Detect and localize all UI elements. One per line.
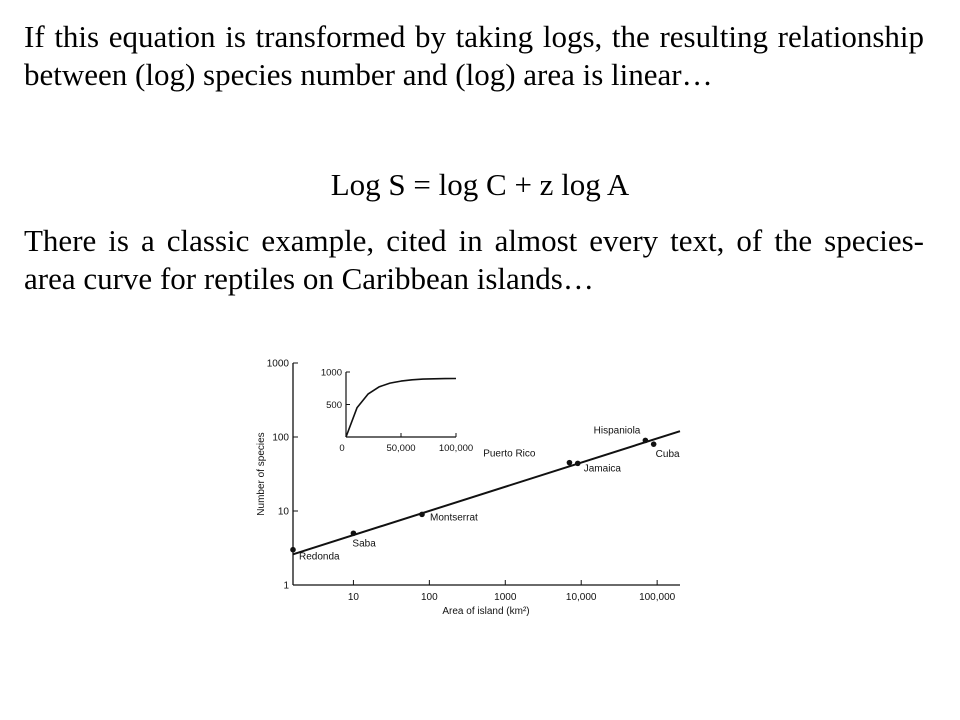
equation: Log S = log C + z log A [330,167,630,202]
y-tick-label: 1000 [266,358,289,370]
x-tick-label: 1000 [494,592,517,603]
data-point [567,460,573,466]
data-point [651,441,657,447]
inset-x-tick-label: 100,000 [438,443,474,454]
x-axis-label: Area of island (km²) [442,606,530,617]
data-point [419,512,425,518]
data-point [643,438,649,444]
point-label: Redonda [299,551,340,563]
y-tick-label: 1 [283,580,289,592]
point-label: Saba [352,538,376,550]
data-point [575,461,581,467]
inset-y-tick-label: 500 [326,400,342,411]
inset-x-tick-label: 50,000 [386,443,416,454]
point-label: Puerto Rico [483,448,536,460]
paragraph-log-transform: If this equation is transformed by taking logs, the resulting relationship between (log) species number and (log) area is linear… [24,19,924,92]
paragraph-classic-example: There is a classic example, cited in almost every text, of the species-area curve for reptiles on Caribbean islands… [24,223,924,296]
inset-x-tick-label: 0 [339,443,345,454]
point-label: Montserrat [430,512,478,524]
x-tick-label: 100,000 [639,592,676,603]
point-label: Hispaniola [593,425,641,437]
y-tick-label: 10 [277,506,289,518]
point-label: Jamaica [583,463,621,475]
data-point [290,547,296,553]
inset-curve [346,379,456,438]
y-axis-label: Number of species [256,432,267,516]
data-point [351,530,357,536]
x-tick-label: 100 [421,592,438,603]
x-tick-label: 10,000 [565,592,597,603]
inset-y-tick-label: 1000 [320,367,342,379]
point-label: Cuba [655,449,680,461]
y-tick-label: 100 [272,432,289,444]
x-tick-label: 10 [347,592,359,603]
